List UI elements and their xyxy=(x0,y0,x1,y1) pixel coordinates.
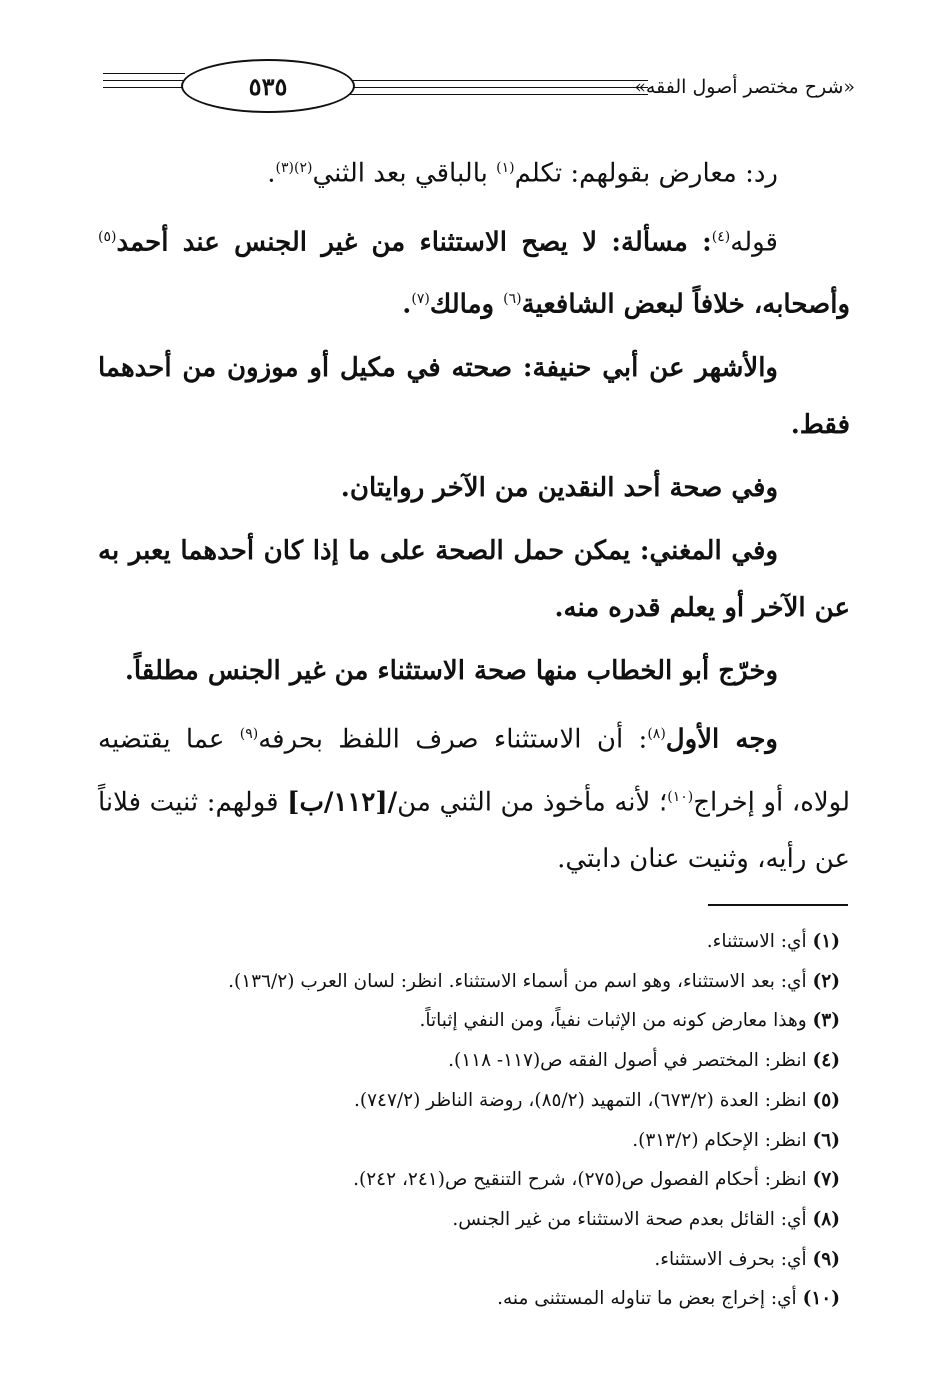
footnotes xyxy=(95,922,840,1319)
paragraph-6: وخرّج أبو الخطاب منها صحة الاستثناء من غير الجنس مطلقاً. xyxy=(124,655,778,686)
footnote-ref-9: (٩) xyxy=(239,725,259,742)
running-title: «شرح مختصر أصول الفقه» xyxy=(634,76,855,98)
paragraph-5: وفي المغني: يمكن حمل الصحة على ما إذا كان أحدهما يعبر به عن الآخر أو يعلم قدره منه. xyxy=(98,535,850,623)
footnote-8: (٨) أي: القائل بعدم صحة الاستثناء من غير الجنس. xyxy=(452,1208,840,1230)
header-rule-right-mid xyxy=(348,87,648,88)
footnote-9: (٩) أي: بحرف الاستثناء. xyxy=(654,1248,840,1270)
main-text xyxy=(98,140,850,894)
footnote-ref-7: (٧) xyxy=(411,291,430,308)
page-header xyxy=(103,56,855,116)
footnote-5: (٥) انظر: العدة (٦٧٣/٢)، التمهيد (٨٥/٢)، روضة الناظر (٧٤٧/٢). xyxy=(353,1089,840,1111)
footnote-ref-8: (٨) xyxy=(647,725,666,742)
footnote-ref-5: (٥) xyxy=(98,228,117,245)
header-rule-right-top xyxy=(348,80,648,81)
footnote-10: (١٠) أي: إخراج بعض ما تناوله المستثنى منه. xyxy=(497,1288,840,1310)
manuscript-folio-marker: /[١١٢/ب] xyxy=(287,787,398,818)
footnote-2: (٢) أي: بعد الاستثناء، وهو اسم من أسماء الاستثناء. انظر: لسان العرب (١٣٦/٢). xyxy=(228,970,840,992)
page-number-oval xyxy=(181,59,355,113)
paragraph-1: رد: معارض بقولهم: تكلم$^{(١)}$ بالباقي بعد الثني$^{(٢)(٣)}$. xyxy=(267,158,778,189)
footnote-separator xyxy=(708,904,848,906)
paragraph-2: قوله$^{(٤)}$: مسألة: لا يصح الاستثناء من غير الجنس عند أحمد$^{(٥)}$ وأصحابه، خلافاً لبعض الشافعية$^{(٦)}$ ومالك$^{(٧)}$. xyxy=(98,227,850,320)
header-rule-left-bottom xyxy=(103,87,185,88)
header-rule-left-top xyxy=(103,73,185,74)
footnote-6: (٦) انظر: الإحكام (٣١٣/٢). xyxy=(632,1129,840,1151)
footnote-ref-10: (١٠) xyxy=(667,788,694,805)
footnote-3: (٣) وهذا معارض كونه من الإثبات نفياً، ومن النفي إثباتاً. xyxy=(419,1010,840,1032)
header-rule-left-mid xyxy=(103,80,185,81)
footnote-1: (١) أي: الاستثناء. xyxy=(706,931,840,952)
page-number: ٥٣٥ xyxy=(248,71,288,101)
paragraph-3: والأشهر عن أبي حنيفة: صحته في مكيل أو موزون من أحدهما فقط. xyxy=(98,352,850,440)
footnote-7: (٧) انظر: أحكام الفصول ص(٢٧٥)، شرح التنقيح ص(٢٤١، ٢٤٢). xyxy=(353,1169,840,1191)
paragraph-7: وجه الأول$^{(٨)}$: أن الاستثناء صرف اللفظ بحرفه$^{(٩)}$ عما يقتضيه لولاه، أو إخراج$^{(١٠)}$؛ لأنه مأخوذ من الثني من/[١١٢/ب] قولهم: ثنيت فلاناً عن رأيه، وثنيت عنان دابتي. xyxy=(98,724,851,875)
footnote-ref-6: (٦) xyxy=(503,291,522,308)
paragraph-4: وفي صحة أحد النقدين من الآخر روايتان. xyxy=(340,472,778,503)
footnote-4: (٤) انظر: المختصر في أصول الفقه ص(١١٧- ١١٨). xyxy=(448,1050,840,1072)
header-rule-right-bottom xyxy=(348,94,648,95)
footnote-ref-4: (٤) xyxy=(711,228,731,245)
footnote-ref-2-3: (٢)(٣) xyxy=(275,160,313,176)
footnote-ref-1: (١) xyxy=(496,160,515,176)
